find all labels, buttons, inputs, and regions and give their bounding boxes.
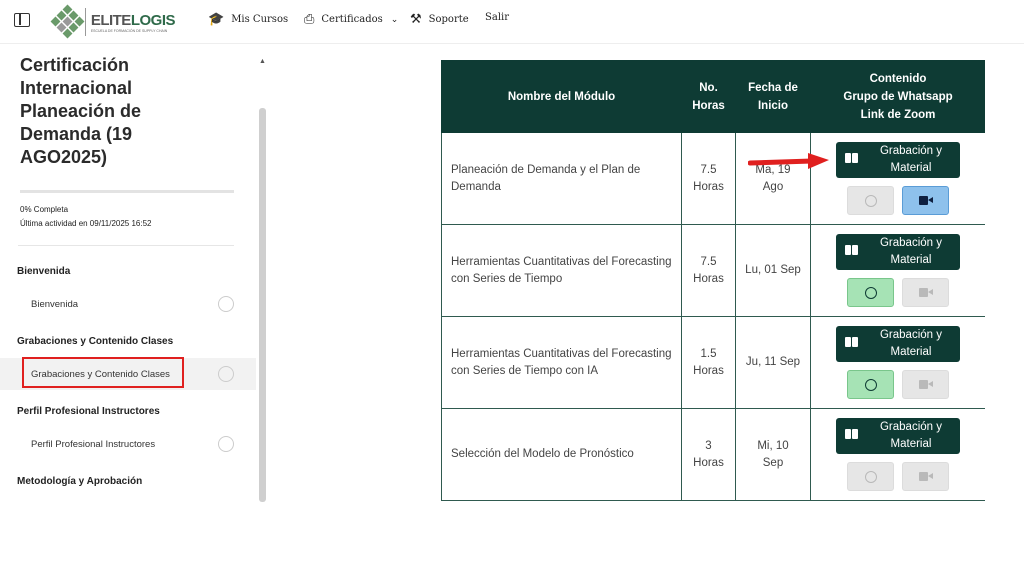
- table-row: [442, 409, 986, 501]
- tools-icon: ⚒: [410, 12, 422, 27]
- module-name: Herramientas Cuantitativas del Forecasting con Series de Tiempo: [442, 225, 682, 317]
- nav-salir-label: Salir: [485, 12, 509, 23]
- section-grabaciones[interactable]: Grabaciones y Contenido Clases: [17, 336, 174, 347]
- header-date: Fecha de Inicio: [736, 61, 811, 133]
- header-hours: No. Horas: [682, 61, 736, 133]
- recording-material-label: Grabación y Material: [879, 421, 942, 450]
- whatsapp-icon: [865, 471, 877, 483]
- recording-material-button[interactable]: [836, 326, 960, 362]
- table-row: [442, 133, 986, 225]
- whatsapp-icon: [865, 287, 877, 299]
- module-name: Selección del Modelo de Pronóstico: [442, 409, 682, 501]
- whatsapp-group-button[interactable]: [847, 186, 894, 215]
- last-activity: Última actividad en 09/11/2025 16:52: [20, 219, 152, 228]
- zoom-link-button[interactable]: [902, 370, 949, 399]
- lesson-status-circle-icon: [218, 296, 234, 312]
- section-metodologia[interactable]: Metodología y Aprobación: [17, 476, 143, 487]
- module-content: [811, 225, 986, 317]
- lesson-label: Perfil Profesional Instructores: [31, 438, 156, 450]
- whatsapp-group-button[interactable]: [847, 462, 894, 491]
- recording-material-button[interactable]: [836, 142, 960, 178]
- zoom-link-button[interactable]: [902, 462, 949, 491]
- lesson-label: Bienvenida: [31, 298, 79, 310]
- module-hours: 7.5 Horas: [682, 133, 736, 225]
- module-content: [811, 317, 986, 409]
- logo-name: ELITELOGIS: [90, 11, 175, 29]
- modules-table-container: [441, 60, 985, 502]
- header-module: Nombre del Módulo: [442, 61, 682, 133]
- scrollbar-thumb[interactable]: [259, 108, 266, 502]
- module-content: [811, 133, 986, 225]
- section-bienvenida[interactable]: Bienvenida: [17, 266, 71, 277]
- zoom-link-button[interactable]: [902, 278, 949, 307]
- chevron-down-icon: ⌄: [390, 14, 399, 25]
- section-perfil[interactable]: Perfil Profesional Instructores: [17, 406, 160, 417]
- scroll-up-icon[interactable]: ▲: [259, 58, 266, 65]
- recording-material-label: Grabación y Material: [879, 329, 942, 358]
- lesson-bienvenida[interactable]: [0, 288, 256, 320]
- module-name: Planeación de Demanda y el Plan de Demanda: [442, 133, 682, 225]
- header-content: Contenido Grupo de Whatsapp Link de Zoom: [811, 61, 986, 133]
- logo[interactable]: [50, 2, 175, 42]
- module-content: [811, 409, 986, 501]
- whatsapp-icon: [865, 195, 877, 207]
- recording-material-label: Grabación y Material: [879, 237, 942, 266]
- module-name: Herramientas Cuantitativas del Forecasting con Series de Tiempo con IA: [442, 317, 682, 409]
- logo-divider: [85, 8, 86, 36]
- module-date: Mi, 10 Sep: [736, 409, 811, 501]
- module-hours: 1.5 Horas: [682, 317, 736, 409]
- nav-salir[interactable]: [485, 12, 509, 23]
- sidebar-toggle-icon[interactable]: [14, 13, 30, 27]
- recording-material-button[interactable]: [836, 234, 960, 270]
- certificate-icon: ⎙: [304, 12, 315, 27]
- module-hours: 3 Horas: [682, 409, 736, 501]
- modules-table: [441, 60, 985, 501]
- zoom-link-button[interactable]: [902, 186, 949, 215]
- logo-mark-icon: [50, 4, 80, 40]
- nav-mis-cursos[interactable]: [208, 12, 288, 27]
- lesson-label: Grabaciones y Contenido Clases: [31, 368, 170, 380]
- sidebar-scrollbar[interactable]: [258, 58, 266, 502]
- module-date: Lu, 01 Sep: [736, 225, 811, 317]
- whatsapp-group-button[interactable]: [847, 370, 894, 399]
- course-title: Certificación Internacional Planeación de Demanda (19 AGO2025): [20, 55, 142, 167]
- table-row: [442, 317, 986, 409]
- nav-certificados[interactable]: [304, 12, 398, 27]
- progress-bar: [20, 190, 234, 193]
- annotation-highlight-box: [22, 357, 184, 388]
- video-camera-icon: [919, 472, 933, 481]
- annotation-arrow-icon: [748, 152, 830, 174]
- module-hours: 7.5 Horas: [682, 225, 736, 317]
- module-date: Ma, 19 Ago: [736, 133, 811, 225]
- module-date: Ju, 11 Sep: [736, 317, 811, 409]
- recording-material-label: Grabación y Material: [879, 145, 942, 174]
- nav-soporte[interactable]: [410, 12, 469, 27]
- lesson-status-circle-icon: [218, 366, 234, 382]
- nav-mis-cursos-label: Mis Cursos: [231, 14, 289, 25]
- graduation-cap-icon: 🎓: [208, 12, 225, 27]
- divider: [18, 245, 234, 246]
- video-camera-icon: [919, 380, 933, 389]
- recording-material-button[interactable]: [836, 418, 960, 454]
- book-icon: [845, 337, 859, 348]
- book-icon: [845, 429, 859, 440]
- book-icon: [845, 245, 859, 256]
- nav-certificados-label: Certificados: [321, 14, 383, 25]
- whatsapp-icon: [865, 379, 877, 391]
- top-bar: [0, 0, 1024, 44]
- book-icon: [845, 153, 859, 164]
- nav-soporte-label: Soporte: [428, 14, 469, 25]
- video-camera-icon: [919, 196, 933, 205]
- lesson-status-circle-icon: [218, 436, 234, 452]
- progress-label: 0% Completa: [20, 205, 69, 214]
- lesson-perfil[interactable]: [0, 428, 256, 460]
- whatsapp-group-button[interactable]: [847, 278, 894, 307]
- table-header-row: [442, 61, 986, 133]
- video-camera-icon: [919, 288, 933, 297]
- logo-tagline: ESCUELA DE FORMACIÓN DE SUPPLY CHAIN: [90, 28, 168, 33]
- table-row: [442, 225, 986, 317]
